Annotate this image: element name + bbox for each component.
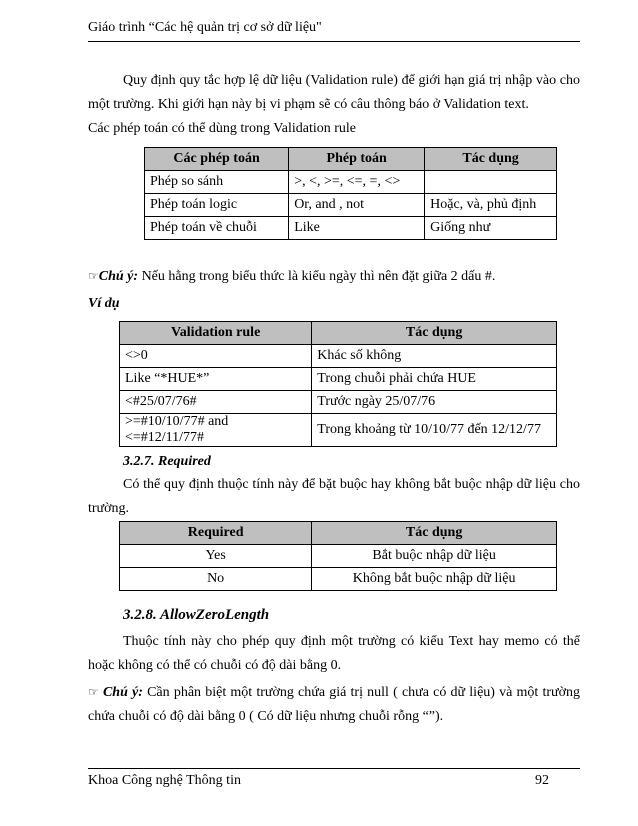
page-number: 92 xyxy=(535,773,549,788)
column-header: Tác dụng xyxy=(312,322,557,345)
table-row xyxy=(120,391,557,414)
table-cell: Trong chuỗi phải chứa HUE xyxy=(312,368,557,391)
table-row xyxy=(145,171,557,194)
note-label: Chú ý: xyxy=(102,685,143,700)
table-cell: Giống như xyxy=(425,217,557,240)
header-divider xyxy=(88,41,580,42)
table-cell: Bắt buộc nhập dữ liệu xyxy=(312,545,557,568)
table-cell: Hoặc, và, phủ định xyxy=(425,194,557,217)
table-cell: Phép toán về chuỗi xyxy=(145,217,289,240)
allowzerolength-paragraph: Thuộc tính này cho phép quy định một trường có kiểu Text hay memo có thể hoặc không có thể có chuỗi có độ dài bằng 0. xyxy=(88,634,580,673)
table-header-row xyxy=(145,148,557,171)
table-cell: >=#10/10/77# and <=#12/11/77# xyxy=(120,414,312,447)
table-cell: Không bắt buộc nhập dữ liệu xyxy=(312,568,557,591)
note-2 xyxy=(88,680,580,729)
table-row xyxy=(120,568,557,591)
hand-pointing-icon: ☞ xyxy=(88,269,99,283)
footer-department: Khoa Công nghệ Thông tin xyxy=(88,773,241,788)
table-row xyxy=(120,345,557,368)
example-heading: Ví dụ xyxy=(88,296,120,311)
table-cell: Trước ngày 25/07/76 xyxy=(312,391,557,414)
column-header: Tác dụng xyxy=(425,148,557,171)
operators-table xyxy=(144,147,557,240)
table-cell: Phép so sánh xyxy=(145,171,289,194)
note-text: Cần phân biệt một trường chứa giá trị null ( chưa có dữ liệu) và một trường chứa chuỗi có độ dài bằng 0 ( Có dữ liệu nhưng chuỗi rỗng “”). xyxy=(88,685,581,724)
table-row xyxy=(120,545,557,568)
hand-pointing-icon: ☞ xyxy=(88,685,99,699)
intro-paragraph: Quy định quy tắc hợp lệ dữ liệu (Validation rule) để giới hạn giá trị nhập vào cho một trường. Khi giới hạn này bị vi phạm sẽ có câu thông báo ở Validation text. xyxy=(88,73,580,112)
section-heading-required: 3.2.7. Required xyxy=(123,454,211,469)
note-text: Nếu hằng trong biểu thức là kiểu ngày thì nên đặt giữa 2 dấu #. xyxy=(138,269,496,284)
required-table xyxy=(119,521,557,591)
table-cell: Trong khoảng từ 10/10/77 đến 12/12/77 xyxy=(312,414,557,447)
table-row xyxy=(120,368,557,391)
table-header-row xyxy=(120,522,557,545)
table-cell: Like xyxy=(289,217,425,240)
operators-intro: Các phép toán có thể dùng trong Validation rule xyxy=(88,121,357,136)
table-cell: Phép toán logic xyxy=(145,194,289,217)
table-header-row xyxy=(120,322,557,345)
column-header: Required xyxy=(120,522,312,545)
section-heading-allowzerolength: 3.2.8. AllowZeroLength xyxy=(123,607,270,623)
footer-divider xyxy=(88,768,580,769)
table-cell: <#25/07/76# xyxy=(120,391,312,414)
table-cell: Khác số không xyxy=(312,345,557,368)
required-paragraph: Có thể quy định thuộc tính này để bặt buộc hay không bắt buộc nhập dữ liệu cho trường. xyxy=(88,477,580,516)
column-header: Các phép toán xyxy=(145,148,289,171)
column-header: Tác dụng xyxy=(312,522,557,545)
table-cell: Or, and , not xyxy=(289,194,425,217)
table-cell: Yes xyxy=(120,545,312,568)
note-label: Chú ý: xyxy=(98,269,139,284)
examples-table xyxy=(119,321,557,447)
table-row xyxy=(120,414,557,447)
table-row xyxy=(145,194,557,217)
column-header: Phép toán xyxy=(289,148,425,171)
note-1 xyxy=(88,264,580,289)
table-cell: >, <, >=, <=, =, <> xyxy=(289,171,425,194)
table-cell: <>0 xyxy=(120,345,312,368)
page-header-title: Giáo trình “Các hệ quản trị cơ sở dữ liệu" xyxy=(88,20,322,35)
table-cell xyxy=(425,171,557,194)
table-cell: Like “*HUE*” xyxy=(120,368,312,391)
table-cell: No xyxy=(120,568,312,591)
column-header: Validation rule xyxy=(120,322,312,345)
table-row xyxy=(145,217,557,240)
